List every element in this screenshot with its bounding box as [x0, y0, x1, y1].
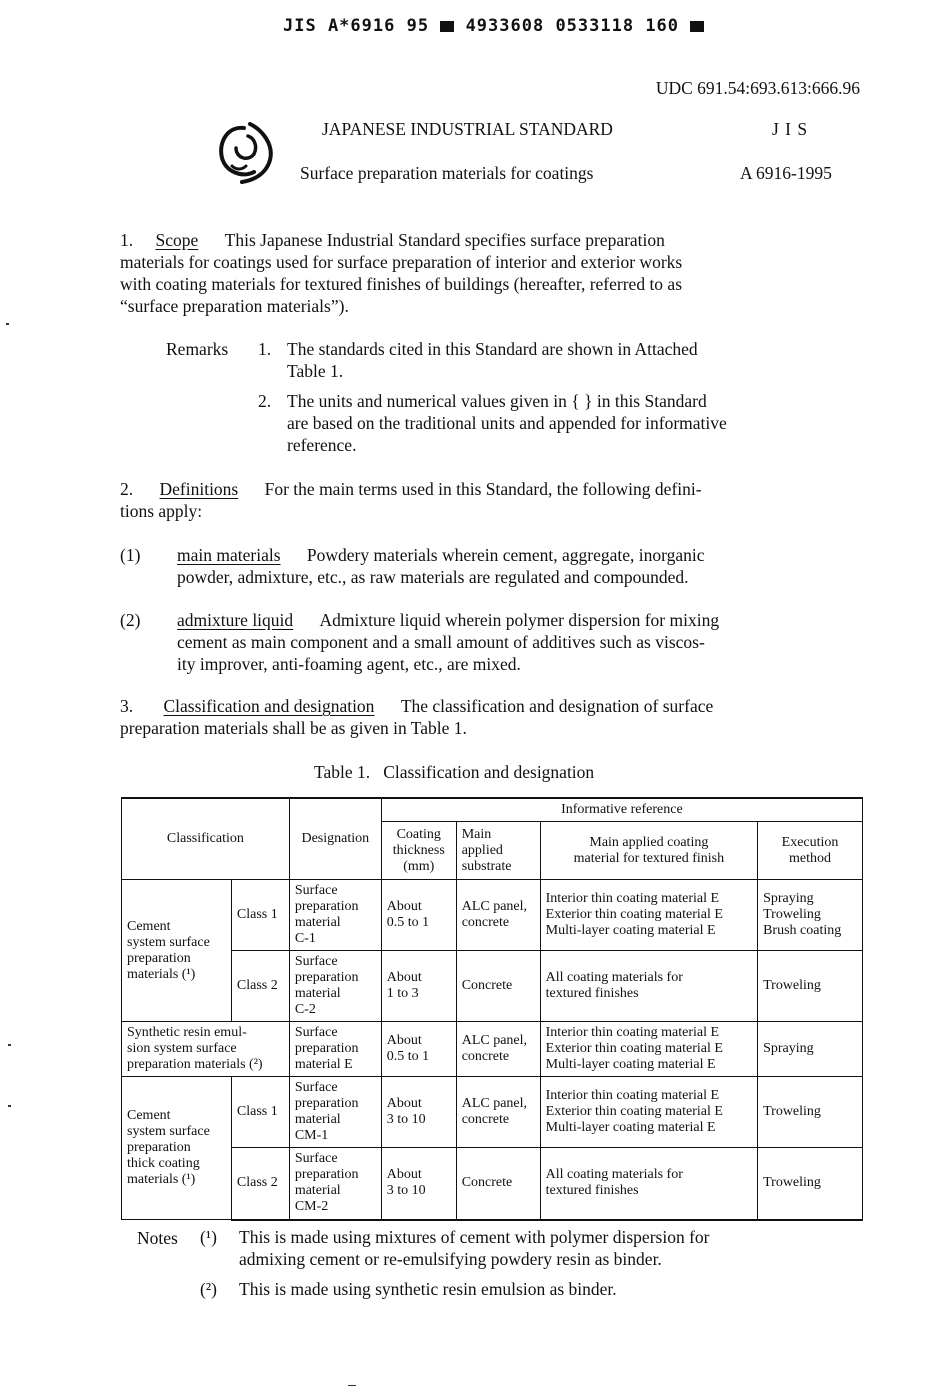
- section-number: 3.: [120, 696, 134, 716]
- section-scope: [120, 229, 870, 317]
- section-heading: Definitions: [159, 479, 239, 499]
- paragraph-line: The standards cited in this Standard are shown in Attached: [287, 339, 698, 359]
- designation-cell: Surface preparation material CM-2: [289, 1148, 381, 1220]
- note-item: [200, 1226, 860, 1270]
- definition-item: [120, 544, 870, 588]
- paragraph-line: reference.: [287, 435, 357, 455]
- paragraph-line: are based on the traditional units and appended for informative: [287, 413, 727, 433]
- definition-term: admixture liquid: [177, 610, 294, 630]
- definition-item: [120, 609, 870, 675]
- class-label: Class 1: [231, 1077, 289, 1148]
- title-standard-number: A 6916-1995: [740, 163, 832, 183]
- paragraph-line: admixing cement or re-emulsifying powdery resin as binder.: [239, 1249, 662, 1269]
- coating-material-cell: Interior thin coating material E Exterior thin coating material E Multi-layer coating material E: [540, 880, 757, 951]
- header-main-substrate: Main applied substrate: [456, 822, 540, 880]
- class-label: Class 2: [231, 1148, 289, 1220]
- designation-cell: Surface preparation material E: [289, 1022, 381, 1077]
- substrate-cell: ALC panel, concrete: [456, 1022, 540, 1077]
- header-informative-reference: Informative reference: [381, 798, 862, 822]
- scan-speck: [8, 1105, 11, 1107]
- thickness-cell: About 1 to 3: [381, 951, 456, 1022]
- paragraph-line: tions apply:: [120, 501, 203, 521]
- section-classification: [120, 695, 870, 739]
- header-code-left: JIS A*6916 95: [283, 16, 430, 36]
- coating-material-cell: All coating materials for textured finishes: [540, 1148, 757, 1220]
- thickness-cell: About 0.5 to 1: [381, 1022, 456, 1077]
- coating-material-cell: Interior thin coating material E Exterior thin coating material E Multi-layer coating material E: [540, 1077, 757, 1148]
- paragraph-line: powder, admixture, etc., as raw materials are regulated and compounded.: [177, 567, 689, 587]
- title-organization: JAPANESE INDUSTRIAL STANDARD: [322, 119, 613, 139]
- class-label: Class 2: [231, 951, 289, 1022]
- substrate-cell: Concrete: [456, 1148, 540, 1220]
- thickness-cell: About 3 to 10: [381, 1148, 456, 1220]
- remarks-label: Remarks: [166, 339, 229, 359]
- paragraph-line: Admixture liquid wherein polymer dispersion for mixing: [319, 610, 720, 630]
- execution-method-cell: Spraying: [758, 1022, 863, 1077]
- section-number: 2.: [120, 479, 134, 499]
- paragraph-line: This is made using synthetic resin emulsion as binder.: [239, 1279, 617, 1299]
- thickness-cell: About 0.5 to 1: [381, 880, 456, 951]
- execution-method-cell: Troweling: [758, 1077, 863, 1148]
- notes-label: Notes: [137, 1228, 178, 1248]
- class-label: Class 1: [231, 880, 289, 951]
- paragraph-line: The classification and designation of surface: [400, 696, 714, 716]
- substrate-cell: Concrete: [456, 951, 540, 1022]
- paragraph-line: This Japanese Industrial Standard specifies surface preparation: [224, 230, 665, 250]
- substrate-cell: ALC panel, concrete: [456, 880, 540, 951]
- section-definitions: [120, 478, 870, 522]
- definition-term: main materials: [177, 545, 281, 565]
- paragraph-line: For the main terms used in this Standard, the following defini-: [264, 479, 702, 499]
- execution-method-cell: Spraying Troweling Brush coating: [758, 880, 863, 951]
- paragraph-line: with coating materials for textured finishes of buildings (hereafter, referred to as: [120, 274, 683, 294]
- section-heading: Scope: [155, 230, 199, 250]
- scan-speck: [8, 1044, 11, 1046]
- classification-table: [121, 797, 863, 1221]
- paragraph-line: cement as main component and a small amount of additives such as viscos-: [177, 632, 705, 652]
- definition-number: (1): [120, 545, 141, 565]
- thickness-cell: About 3 to 10: [381, 1077, 456, 1148]
- group-name: Cement system surface preparation materials (¹): [122, 880, 232, 1022]
- paragraph-line: materials for coatings used for surface preparation of interior and exterior works: [120, 252, 683, 272]
- paragraph-line: This is made using mixtures of cement with polymer dispersion for: [239, 1227, 710, 1247]
- black-block-mark: [690, 21, 704, 32]
- paragraph-line: ity improver, anti-foaming agent, etc., are mixed.: [177, 654, 521, 674]
- remark-item: [258, 338, 868, 382]
- remark-number: 1.: [258, 339, 272, 359]
- header-coating-thickness: Coating thickness (mm): [381, 822, 456, 880]
- scan-speck: [348, 1385, 356, 1386]
- designation-cell: Surface preparation material CM-1: [289, 1077, 381, 1148]
- udc-code: UDC 691.54:693.613:666.96: [655, 78, 860, 98]
- definition-number: (2): [120, 610, 141, 630]
- paragraph-line: Table 1.: [287, 361, 344, 381]
- note-number: (²): [200, 1279, 217, 1299]
- group-name: Cement system surface preparation thick coating materials (¹): [122, 1077, 232, 1220]
- document-code-header: [283, 16, 704, 36]
- coating-material-cell: All coating materials for textured finishes: [540, 951, 757, 1022]
- header-code-mid: 4933608 0533118 160: [465, 16, 680, 36]
- section-heading: Classification and designation: [163, 696, 375, 716]
- header-main-coating-material: Main applied coating material for textured finish: [540, 822, 757, 880]
- jis-mark-logo: [214, 120, 278, 186]
- scan-speck: [6, 323, 9, 325]
- execution-method-cell: Troweling: [758, 951, 863, 1022]
- paragraph-line: “surface preparation materials”).: [120, 296, 349, 316]
- designation-cell: Surface preparation material C-1: [289, 880, 381, 951]
- title-jis: J I S: [772, 119, 809, 139]
- title-subject: Surface preparation materials for coatings: [300, 163, 594, 183]
- header-execution-method: Execution method: [758, 822, 863, 880]
- coating-material-cell: Interior thin coating material E Exterior thin coating material E Multi-layer coating material E: [540, 1022, 757, 1077]
- remark-number: 2.: [258, 391, 272, 411]
- header-classification: Classification: [122, 798, 290, 880]
- section-number: 1.: [120, 230, 134, 250]
- note-number: (¹): [200, 1227, 217, 1247]
- group-name: Synthetic resin emul- sion system surface preparation materials (²): [122, 1022, 290, 1077]
- paragraph-line: preparation materials shall be as given in Table 1.: [120, 718, 467, 738]
- table-caption: Table 1. Classification and designation: [314, 762, 595, 782]
- remark-item: [258, 390, 868, 456]
- paragraph-line: The units and numerical values given in { } in this Standard: [287, 391, 707, 411]
- paragraph-line: Powdery materials wherein cement, aggregate, inorganic: [306, 545, 705, 565]
- designation-cell: Surface preparation material C-2: [289, 951, 381, 1022]
- substrate-cell: ALC panel, concrete: [456, 1077, 540, 1148]
- header-designation: Designation: [289, 798, 381, 880]
- black-block-mark: [440, 21, 454, 32]
- execution-method-cell: Troweling: [758, 1148, 863, 1220]
- note-item: [200, 1278, 860, 1300]
